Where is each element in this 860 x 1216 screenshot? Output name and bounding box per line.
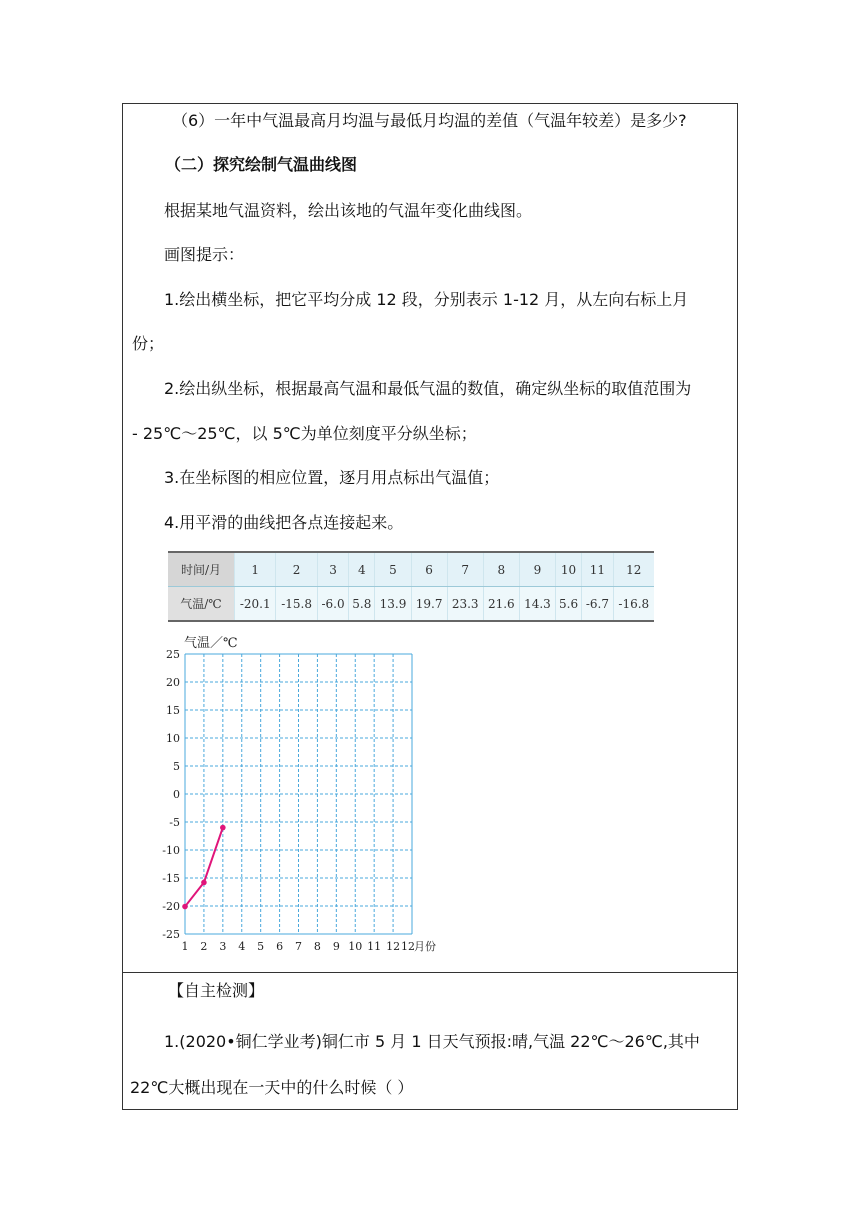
self-check-title: 【自主检测】 xyxy=(168,981,265,1000)
table-cell-month: 12 xyxy=(613,552,654,587)
x-tick-label: 5 xyxy=(257,940,265,953)
table-row-months xyxy=(168,552,654,587)
section-divider xyxy=(122,972,738,973)
step-1-line-1: 1.绘出横坐标，把它平均分成 12 段，分别表示 1-12 月，从左向右标上月 xyxy=(164,290,689,309)
table-cell-temp: 5.6 xyxy=(555,587,581,622)
y-tick-label: 20 xyxy=(166,676,180,689)
table-cell-temp: 23.3 xyxy=(447,587,483,622)
y-tick-label: -10 xyxy=(162,844,180,857)
table-cell-temp: -6.7 xyxy=(582,587,613,622)
y-tick-label: 15 xyxy=(166,704,180,717)
table-cell-temp: -20.1 xyxy=(235,587,276,622)
data-point xyxy=(201,880,207,886)
y-tick-label: -15 xyxy=(162,872,180,885)
table-cell-temp: -16.8 xyxy=(613,587,654,622)
y-tick-label: -25 xyxy=(162,928,180,941)
x-tick-label: 1 xyxy=(181,940,189,953)
x-axis-title: 月份 xyxy=(414,940,436,953)
table-cell-month: 5 xyxy=(375,552,411,587)
tips-title: 画图提示： xyxy=(164,245,245,264)
step-2-line-1: 2.绘出纵坐标，根据最高气温和最低气温的数值，确定纵坐标的取值范围为 xyxy=(164,379,692,398)
table-row-temps xyxy=(168,587,654,622)
table-cell-temp: 13.9 xyxy=(375,587,411,622)
table-cell-month: 6 xyxy=(411,552,447,587)
section-intro: 根据某地气温资料，绘出该地的气温年变化曲线图。 xyxy=(164,201,533,220)
table-cell-temp: 21.6 xyxy=(483,587,519,622)
x-tick-label: 3 xyxy=(219,940,227,953)
temperature-line-chart xyxy=(150,630,450,955)
step-3: 3.在坐标图的相应位置，逐月用点标出气温值； xyxy=(164,468,500,487)
x-tick-label: 12 xyxy=(386,940,401,953)
self-check-q1-line-2: 22℃大概出现在一天中的什么时候（ ） xyxy=(130,1078,414,1097)
x-tick-label: 4 xyxy=(238,940,246,953)
section-heading: （二）探究绘制气温曲线图 xyxy=(165,155,358,174)
table-cell-temp: -15.8 xyxy=(276,587,317,622)
table-row-label: 气温/℃ xyxy=(168,587,235,622)
x-tick-label: 7 xyxy=(295,940,302,953)
table-cell-month: 2 xyxy=(276,552,317,587)
x-tick-label: 2 xyxy=(200,940,208,953)
y-tick-label: -20 xyxy=(162,900,180,913)
table-cell-month: 3 xyxy=(317,552,348,587)
step-2-line-2: - 25℃～25℃，以 5℃为单位刻度平分纵坐标； xyxy=(132,424,477,443)
table-cell-temp: 14.3 xyxy=(519,587,555,622)
table-cell-month: 8 xyxy=(483,552,519,587)
table-row-label: 时间/月 xyxy=(168,552,235,587)
table-cell-temp: -6.0 xyxy=(317,587,348,622)
table-cell-month: 10 xyxy=(555,552,581,587)
step-4: 4.用平滑的曲线把各点连接起来。 xyxy=(164,513,404,532)
question-6: （6）一年中气温最高月均温与最低月均温的差值（气温年较差）是多少? xyxy=(172,111,687,130)
y-axis-title: 气温／℃ xyxy=(184,636,238,651)
table-cell-month: 1 xyxy=(235,552,276,587)
table-cell-temp: 19.7 xyxy=(411,587,447,622)
y-tick-label: 10 xyxy=(166,732,180,745)
y-tick-label: 5 xyxy=(173,760,180,773)
table-cell-temp: 5.8 xyxy=(349,587,375,622)
temperature-data-table xyxy=(168,551,654,622)
x-tick-label: 8 xyxy=(313,940,321,953)
y-tick-label: -5 xyxy=(169,816,180,829)
table-cell-month: 9 xyxy=(519,552,555,587)
table-cell-month: 11 xyxy=(582,552,613,587)
step-1-line-2: 份； xyxy=(132,334,165,353)
table-cell-month: 7 xyxy=(447,552,483,587)
y-tick-label: 0 xyxy=(173,788,180,801)
table-cell-month: 4 xyxy=(349,552,375,587)
self-check-q1-line-1: 1.(2020•铜仁学业考)铜仁市 5 月 1 日天气预报:晴,气温 22℃～26℃,其中 xyxy=(164,1032,700,1051)
data-point xyxy=(182,904,188,910)
x-tick-label: 11 xyxy=(367,940,382,953)
x-tick-label: 6 xyxy=(276,940,284,953)
x-tick-label-12: 12 xyxy=(401,940,415,953)
data-point xyxy=(220,825,226,831)
x-tick-label: 10 xyxy=(348,940,363,953)
x-tick-label: 9 xyxy=(332,940,340,953)
y-tick-label: 25 xyxy=(166,648,180,661)
